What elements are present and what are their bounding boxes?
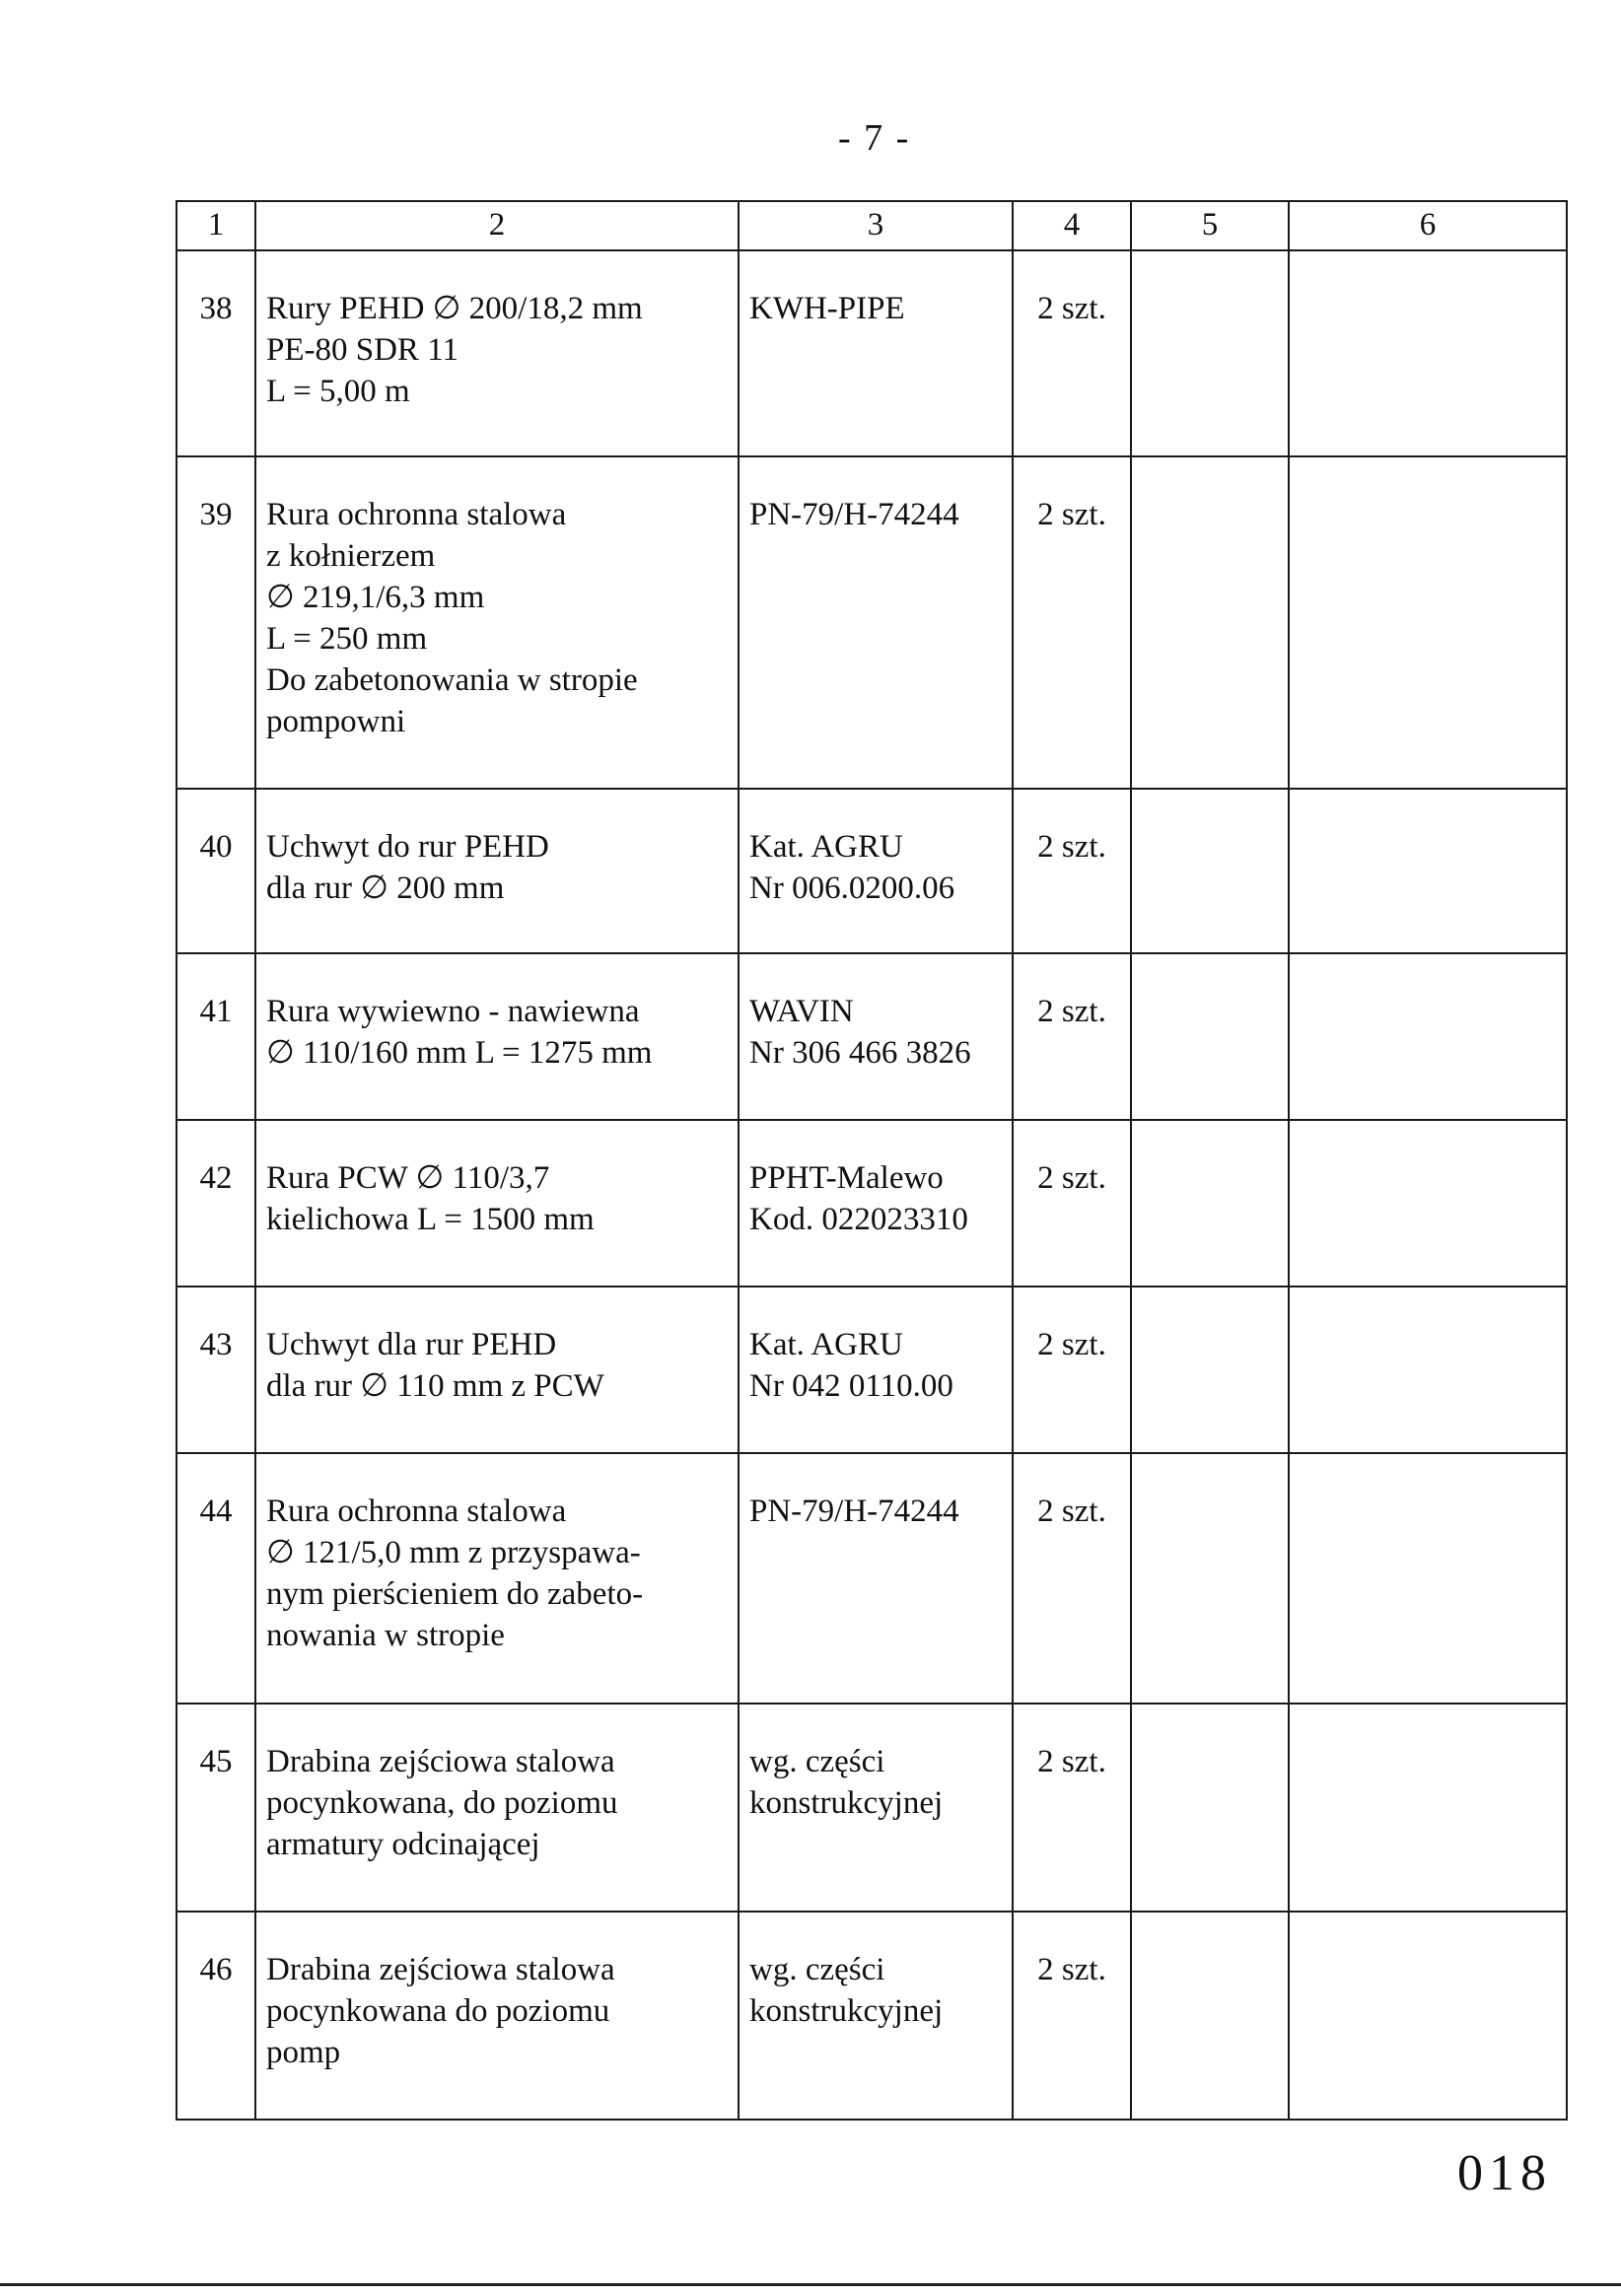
- row-col-6: [1289, 1120, 1567, 1287]
- row-reference: PPHT-Malewo Kod. 022023310: [739, 1120, 1013, 1287]
- row-col-6: [1289, 1912, 1567, 2120]
- row-reference: Kat. AGRU Nr 006.0200.06: [739, 789, 1013, 953]
- header-col-6: 6: [1289, 201, 1567, 250]
- row-number: 45: [176, 1704, 255, 1912]
- row-number: 38: [176, 250, 255, 456]
- row-description: Rura ochronna stalowa z kołnierzem ∅ 219,1/6,3 mm L = 250 mm Do zabetonowania w stropie pompowni: [255, 456, 739, 789]
- row-quantity: 2 szt.: [1013, 953, 1131, 1120]
- row-col-5: [1131, 1287, 1289, 1453]
- row-col-6: [1289, 250, 1567, 456]
- row-quantity: 2 szt.: [1013, 1912, 1131, 2120]
- row-col-5: [1131, 953, 1289, 1120]
- row-number: 39: [176, 456, 255, 789]
- row-description: Drabina zejściowa stalowa pocynkowana, do poziomu armatury odcinającej: [255, 1704, 739, 1912]
- row-reference: wg. części konstrukcyjnej: [739, 1912, 1013, 2120]
- table-row: [176, 1287, 1567, 1453]
- table-row: [176, 1453, 1567, 1704]
- table-header: [176, 201, 1567, 250]
- row-number: 43: [176, 1287, 255, 1453]
- table-row: [176, 1912, 1567, 2120]
- row-reference: PN-79/H-74244: [739, 456, 1013, 789]
- row-col-5: [1131, 1453, 1289, 1704]
- row-col-5: [1131, 1704, 1289, 1912]
- row-reference: wg. części konstrukcyjnej: [739, 1704, 1013, 1912]
- row-col-6: [1289, 789, 1567, 953]
- table-row: [176, 250, 1567, 456]
- row-quantity: 2 szt.: [1013, 1704, 1131, 1912]
- header-col-2: 2: [255, 201, 739, 250]
- row-col-5: [1131, 1120, 1289, 1287]
- row-col-5: [1131, 456, 1289, 789]
- row-col-6: [1289, 1453, 1567, 1704]
- row-description: Uchwyt do rur PEHD dla rur ∅ 200 mm: [255, 789, 739, 953]
- specification-table: [176, 200, 1568, 2121]
- row-quantity: 2 szt.: [1013, 250, 1131, 456]
- row-number: 41: [176, 953, 255, 1120]
- row-number: 42: [176, 1120, 255, 1287]
- row-col-5: [1131, 250, 1289, 456]
- bottom-divider: [0, 2283, 1621, 2286]
- row-col-6: [1289, 1287, 1567, 1453]
- stamp-number: 018: [1457, 2145, 1552, 2201]
- row-reference: WAVIN Nr 306 466 3826: [739, 953, 1013, 1120]
- header-col-4: 4: [1013, 201, 1131, 250]
- row-description: Uchwyt dla rur PEHD dla rur ∅ 110 mm z PCW: [255, 1287, 739, 1453]
- row-quantity: 2 szt.: [1013, 789, 1131, 953]
- row-col-6: [1289, 1704, 1567, 1912]
- row-description: Rura wywiewno - nawiewna ∅ 110/160 mm L = 1275 mm: [255, 953, 739, 1120]
- row-reference: KWH-PIPE: [739, 250, 1013, 456]
- table-body: [176, 250, 1567, 2120]
- row-quantity: 2 szt.: [1013, 1287, 1131, 1453]
- row-number: 40: [176, 789, 255, 953]
- row-reference: PN-79/H-74244: [739, 1453, 1013, 1704]
- row-col-5: [1131, 789, 1289, 953]
- row-number: 46: [176, 1912, 255, 2120]
- header-col-3: 3: [739, 201, 1013, 250]
- row-col-6: [1289, 953, 1567, 1120]
- table-row: [176, 789, 1567, 953]
- page-number: - 7 -: [838, 117, 911, 159]
- row-quantity: 2 szt.: [1013, 456, 1131, 789]
- row-reference: Kat. AGRU Nr 042 0110.00: [739, 1287, 1013, 1453]
- header-col-1: 1: [176, 201, 255, 250]
- row-number: 44: [176, 1453, 255, 1704]
- row-description: Rura PCW ∅ 110/3,7 kielichowa L = 1500 mm: [255, 1120, 739, 1287]
- table-row: [176, 456, 1567, 789]
- table-row: [176, 1120, 1567, 1287]
- row-quantity: 2 szt.: [1013, 1120, 1131, 1287]
- table-row: [176, 1704, 1567, 1912]
- row-col-5: [1131, 1912, 1289, 2120]
- header-col-5: 5: [1131, 201, 1289, 250]
- header-row: [176, 201, 1567, 250]
- table-row: [176, 953, 1567, 1120]
- row-quantity: 2 szt.: [1013, 1453, 1131, 1704]
- row-description: Rury PEHD ∅ 200/18,2 mm PE-80 SDR 11 L = 5,00 m: [255, 250, 739, 456]
- row-description: Rura ochronna stalowa ∅ 121/5,0 mm z przyspawa- nym pierścieniem do zabeto- nowania w stropie: [255, 1453, 739, 1704]
- row-description: Drabina zejściowa stalowa pocynkowana do poziomu pomp: [255, 1912, 739, 2120]
- row-col-6: [1289, 456, 1567, 789]
